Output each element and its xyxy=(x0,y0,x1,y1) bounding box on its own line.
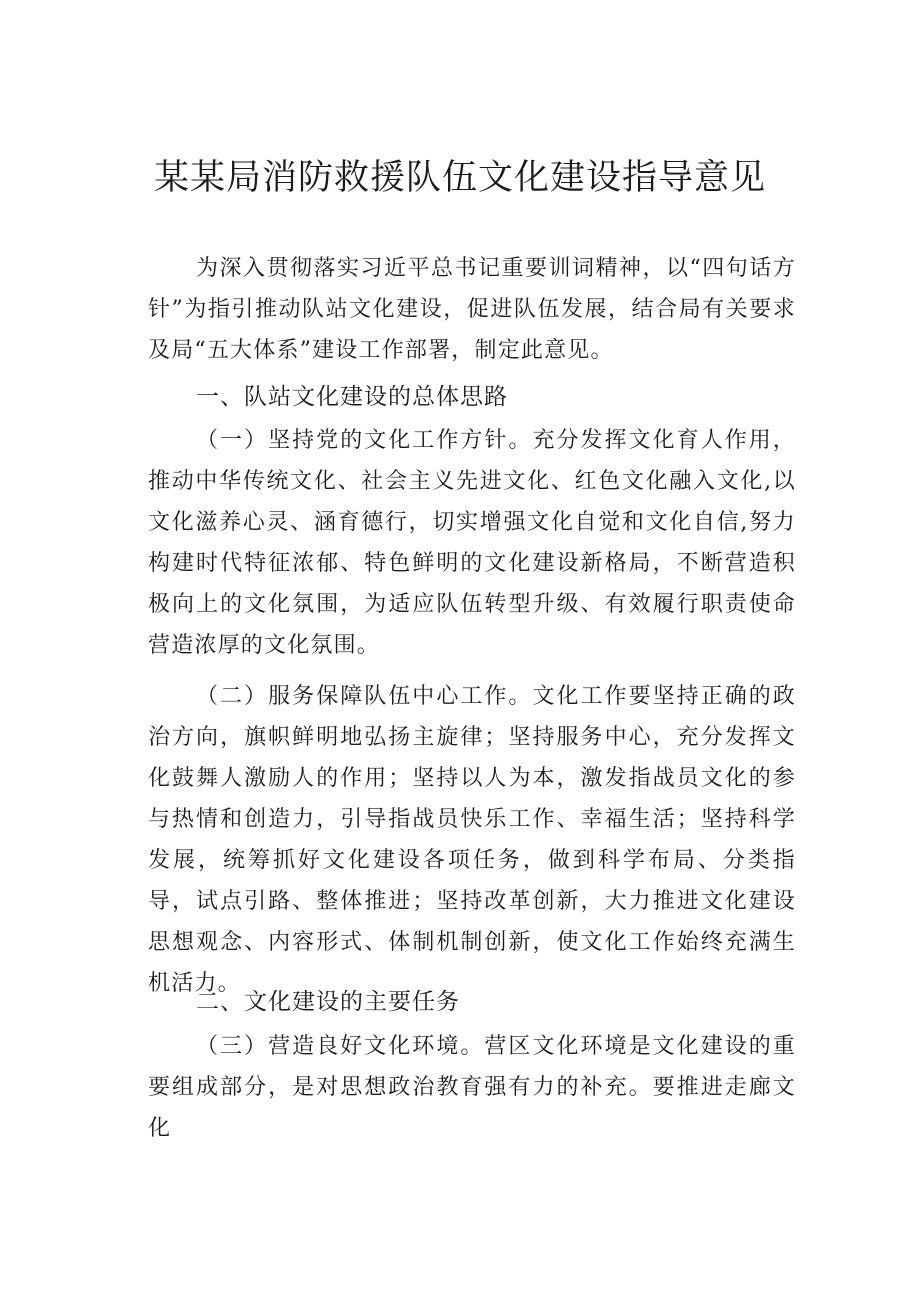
intro-paragraph: 为深入贯彻落实习近平总书记重要训词精神，以“四句话方针”为指引推动队站文化建设，促进队伍发展，结合局有关要求及局“五大体系”建设工作部署，制定此意见。 xyxy=(148,256,796,363)
paragraph-3: （三）营造良好文化环境。营区文化环境是文化建设的重要组成部分，是对思想政治教育强有力的补充。要推进走廊文化 xyxy=(148,1034,796,1141)
paragraph-2: （二）服务保障队伍中心工作。文化工作要坚持正确的政治方向，旗帜鲜明地弘扬主旋律；坚持服务中心，充分发挥文化鼓舞人激励人的作用；坚持以人为本，激发指战员文化的参与热情和创造力，引导指战员快乐工作、幸福生活；坚持科学发展，统筹抓好文化建设各项任务，做到科学布局、分类指导，试点引路、整体推进；坚持改革创新，大力推进文化建设思想观念、内容形式、体制机制创新，使文化工作始终充满生机活力。 xyxy=(148,684,796,996)
section-heading-1: 一、队站文化建设的总体思路 xyxy=(196,384,508,410)
paragraph-1: （一）坚持党的文化工作方针。充分发挥文化育人作用，推动中华传统文化、社会主义先进文化、红色文化融入文化,以文化滋养心灵、涵育德行，切实增强文化自觉和文化自信,努力构建时代特征浓郁、特色鲜明的文化建设新格局，不断营造积极向上的文化氛围，为适应队伍转型升级、有效履行职责使命营造浓厚的文化氛围。 xyxy=(148,428,796,658)
section-heading-2: 二、文化建设的主要任务 xyxy=(196,989,460,1015)
document-title: 某某局消防救援队伍文化建设指导意见 xyxy=(153,158,766,198)
